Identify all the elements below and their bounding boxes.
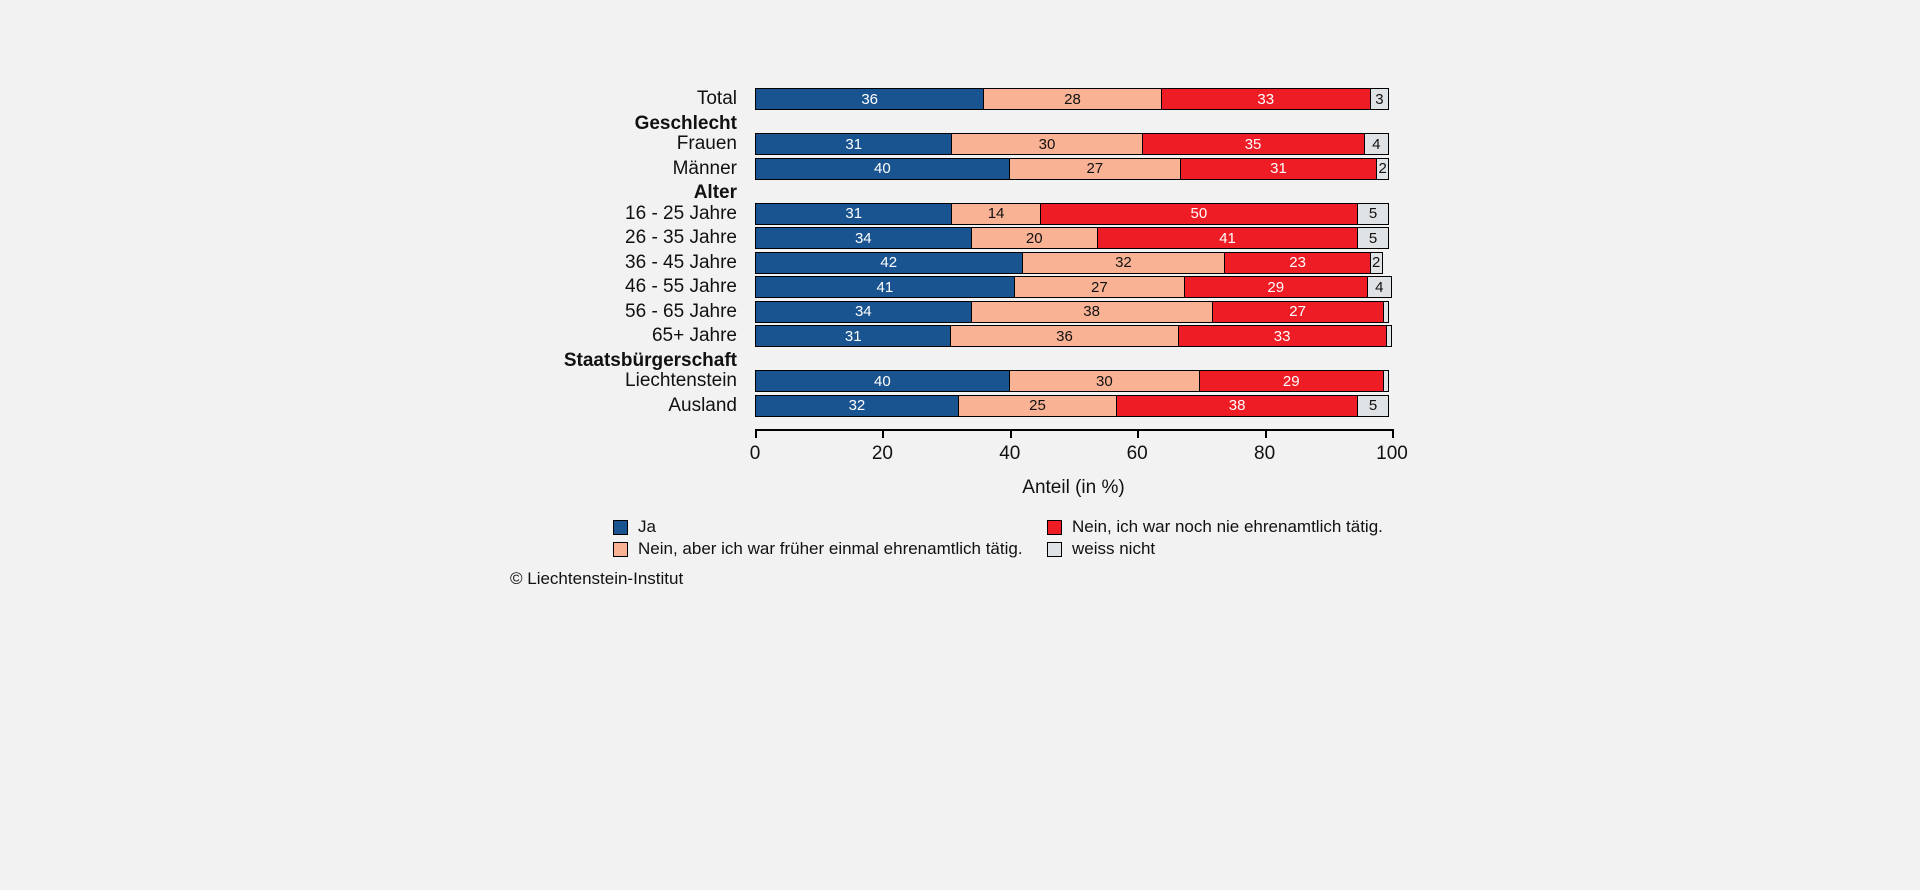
bar-segment — [971, 227, 1098, 249]
bar-segment-value: 3 — [1375, 90, 1384, 108]
axis-tick-label: 80 — [1254, 443, 1276, 464]
chart-bar-row — [0, 227, 1920, 249]
stacked-bar — [755, 276, 1392, 298]
stacked-bar — [755, 395, 1392, 417]
bar-segment — [951, 203, 1040, 225]
bar-segment-value: 32 — [848, 397, 866, 414]
bar-segment — [971, 301, 1213, 323]
chart-bar-row — [0, 276, 1920, 298]
legend-label: weiss nicht — [1072, 539, 1156, 558]
bar-segment — [755, 203, 952, 225]
bar-segment-value: 41 — [876, 278, 894, 296]
axis-tick-mark — [1265, 429, 1267, 438]
group-heading — [0, 350, 1920, 372]
bar-segment-value: 38 — [1083, 303, 1100, 320]
axis-tick-label: 60 — [1126, 443, 1148, 464]
group-heading-label: Geschlecht — [634, 112, 737, 134]
bar-segment — [1040, 203, 1359, 225]
bar-segment — [755, 158, 1010, 180]
bar-segment-value: 30 — [1096, 372, 1113, 390]
bar-segment-value: 31 — [844, 327, 862, 345]
bar-segment-value: 5 — [1368, 229, 1378, 247]
bar-segment-value: 27 — [1086, 160, 1104, 177]
bar-segment — [1116, 395, 1358, 417]
legend-swatch-icon — [1047, 542, 1062, 557]
bar-row-label: Total — [696, 88, 737, 109]
chart-bar-row — [0, 133, 1920, 155]
bar-segment-value: 33 — [1273, 327, 1291, 345]
chart-bar-row — [0, 203, 1920, 225]
stacked-bar — [755, 252, 1392, 274]
bar-segment-value: 28 — [1064, 90, 1081, 108]
chart-bar-row — [0, 325, 1920, 347]
bar-segment-value: 40 — [874, 160, 891, 177]
bar-segment — [1357, 395, 1389, 417]
legend-item[interactable] — [613, 517, 656, 537]
bar-segment-value: 34 — [854, 303, 872, 320]
bar-segment-value: 36 — [861, 90, 878, 108]
bar-segment-value: 31 — [1270, 160, 1287, 177]
axis-tick-mark — [882, 429, 884, 438]
bar-segment — [1357, 203, 1389, 225]
axis-tick-label: 100 — [1376, 443, 1408, 464]
bar-row-label: 36 - 45 Jahre — [625, 251, 737, 273]
bar-segment — [951, 133, 1142, 155]
bar-segment-value: 23 — [1289, 254, 1306, 271]
bar-row-label: 26 - 35 Jahre — [625, 227, 737, 248]
bar-segment-value: 25 — [1029, 397, 1046, 414]
group-heading-label: Staatsbürgerschaft — [563, 349, 737, 371]
bar-segment — [1224, 252, 1371, 274]
stacked-bar — [755, 370, 1392, 392]
bar-segment-value: 5 — [1368, 397, 1378, 414]
bar-segment — [1199, 370, 1384, 392]
legend-label: Nein, ich war noch nie ehrenamtlich tätig. — [1072, 517, 1383, 536]
bar-segment — [1142, 133, 1365, 155]
bar-row-label: Männer — [672, 157, 737, 179]
legend-item[interactable] — [613, 539, 1023, 559]
bar-row-label: 16 - 25 Jahre — [625, 202, 737, 224]
stacked-bar — [755, 133, 1392, 155]
bar-segment — [755, 370, 1010, 392]
bar-segment — [1180, 158, 1377, 180]
bar-segment-value: 29 — [1282, 372, 1300, 390]
legend-swatch-icon — [613, 542, 628, 557]
bar-segment — [755, 252, 1023, 274]
bar-segment — [1357, 227, 1389, 249]
bar-segment — [1014, 276, 1185, 298]
bar-row-label: Liechtenstein — [625, 370, 737, 391]
bar-segment-value: 40 — [874, 372, 891, 390]
axis-tick-mark — [755, 429, 757, 438]
stacked-bar — [755, 325, 1392, 347]
legend-item[interactable] — [1047, 517, 1383, 537]
chart-bar-row — [0, 158, 1920, 180]
stacked-bar — [755, 227, 1392, 249]
chart-bar-row — [0, 370, 1920, 392]
chart-bar-row — [0, 252, 1920, 274]
bar-segment-value: 20 — [1025, 229, 1043, 247]
bar-segment — [1097, 227, 1358, 249]
bar-segment — [1364, 133, 1389, 155]
group-heading-label: Alter — [693, 182, 737, 203]
bar-segment — [1370, 252, 1383, 274]
axis-tick-label: 40 — [999, 443, 1021, 464]
legend-swatch-icon — [1047, 520, 1062, 535]
legend-label: Ja — [638, 517, 656, 536]
bar-segment-value: 27 — [1091, 278, 1108, 296]
bar-row-label: Frauen — [676, 133, 737, 154]
bar-segment-value: 4 — [1375, 278, 1384, 296]
axis-tick-mark — [1010, 429, 1012, 438]
bar-row-label: 65+ Jahre — [651, 325, 737, 346]
bar-segment — [1367, 276, 1392, 298]
bar-segment-value: 36 — [1056, 327, 1073, 345]
bar-segment — [1386, 325, 1392, 347]
bar-segment-value: 14 — [987, 205, 1005, 222]
chart-bar-row — [0, 301, 1920, 323]
bar-segment — [1383, 301, 1389, 323]
bar-segment-value: 31 — [845, 205, 863, 222]
bar-segment — [1022, 252, 1226, 274]
bar-segment — [1376, 158, 1389, 180]
axis-tick-mark — [1137, 429, 1139, 438]
bar-segment — [958, 395, 1117, 417]
bar-segment — [755, 395, 959, 417]
bar-segment — [755, 227, 972, 249]
bar-segment — [1178, 325, 1387, 347]
bar-segment-value: 33 — [1257, 90, 1275, 108]
axis-tick-mark — [1392, 429, 1394, 438]
bar-segment — [950, 325, 1178, 347]
stacked-bar — [755, 301, 1392, 323]
bar-segment-value: 31 — [845, 135, 863, 153]
bar-segment-value: 32 — [1115, 254, 1132, 271]
bar-segment — [1184, 276, 1368, 298]
bar-segment-value: 42 — [880, 254, 898, 271]
bar-segment-value: 41 — [1219, 229, 1236, 247]
axis-tick-label: 20 — [871, 443, 893, 464]
bar-row-label: Ausland — [668, 394, 737, 416]
bar-segment-value: 50 — [1190, 205, 1208, 222]
bar-segment-value: 38 — [1228, 397, 1246, 414]
group-heading — [0, 182, 1920, 204]
axis-line — [755, 429, 1392, 431]
bar-segment — [1009, 370, 1200, 392]
bar-segment-value: 29 — [1267, 278, 1285, 296]
legend-label: Nein, aber ich war früher einmal ehrenamtlich tätig. — [638, 539, 1023, 558]
x-axis-title: Anteil (in %) — [1022, 477, 1125, 498]
bar-segment — [1383, 370, 1389, 392]
bar-row-label: 56 - 65 Jahre — [625, 300, 737, 322]
bar-segment-value: 34 — [854, 229, 872, 247]
bar-segment — [1009, 158, 1181, 180]
stacked-bar — [755, 158, 1392, 180]
bar-segment-value: 2 — [1372, 254, 1381, 271]
legend-swatch-icon — [613, 520, 628, 535]
legend-item[interactable] — [1047, 539, 1155, 559]
bar-segment-value: 2 — [1378, 160, 1387, 177]
chart-bar-row — [0, 395, 1920, 417]
bar-segment-value: 4 — [1372, 135, 1381, 153]
bar-segment-value: 30 — [1038, 135, 1056, 153]
axis-tick-label: 0 — [749, 443, 761, 464]
bar-segment — [755, 133, 952, 155]
bar-segment-value: 27 — [1289, 303, 1306, 320]
bar-segment — [1212, 301, 1384, 323]
stacked-bar — [755, 203, 1392, 225]
credit-line: © Liechtenstein-Institut — [510, 569, 684, 588]
bar-segment — [755, 276, 1015, 298]
bar-segment-value: 35 — [1244, 135, 1262, 153]
bar-row-label: 46 - 55 Jahre — [625, 276, 737, 297]
bar-segment — [755, 301, 972, 323]
bar-segment — [755, 325, 951, 347]
bar-segment-value: 5 — [1368, 205, 1378, 222]
